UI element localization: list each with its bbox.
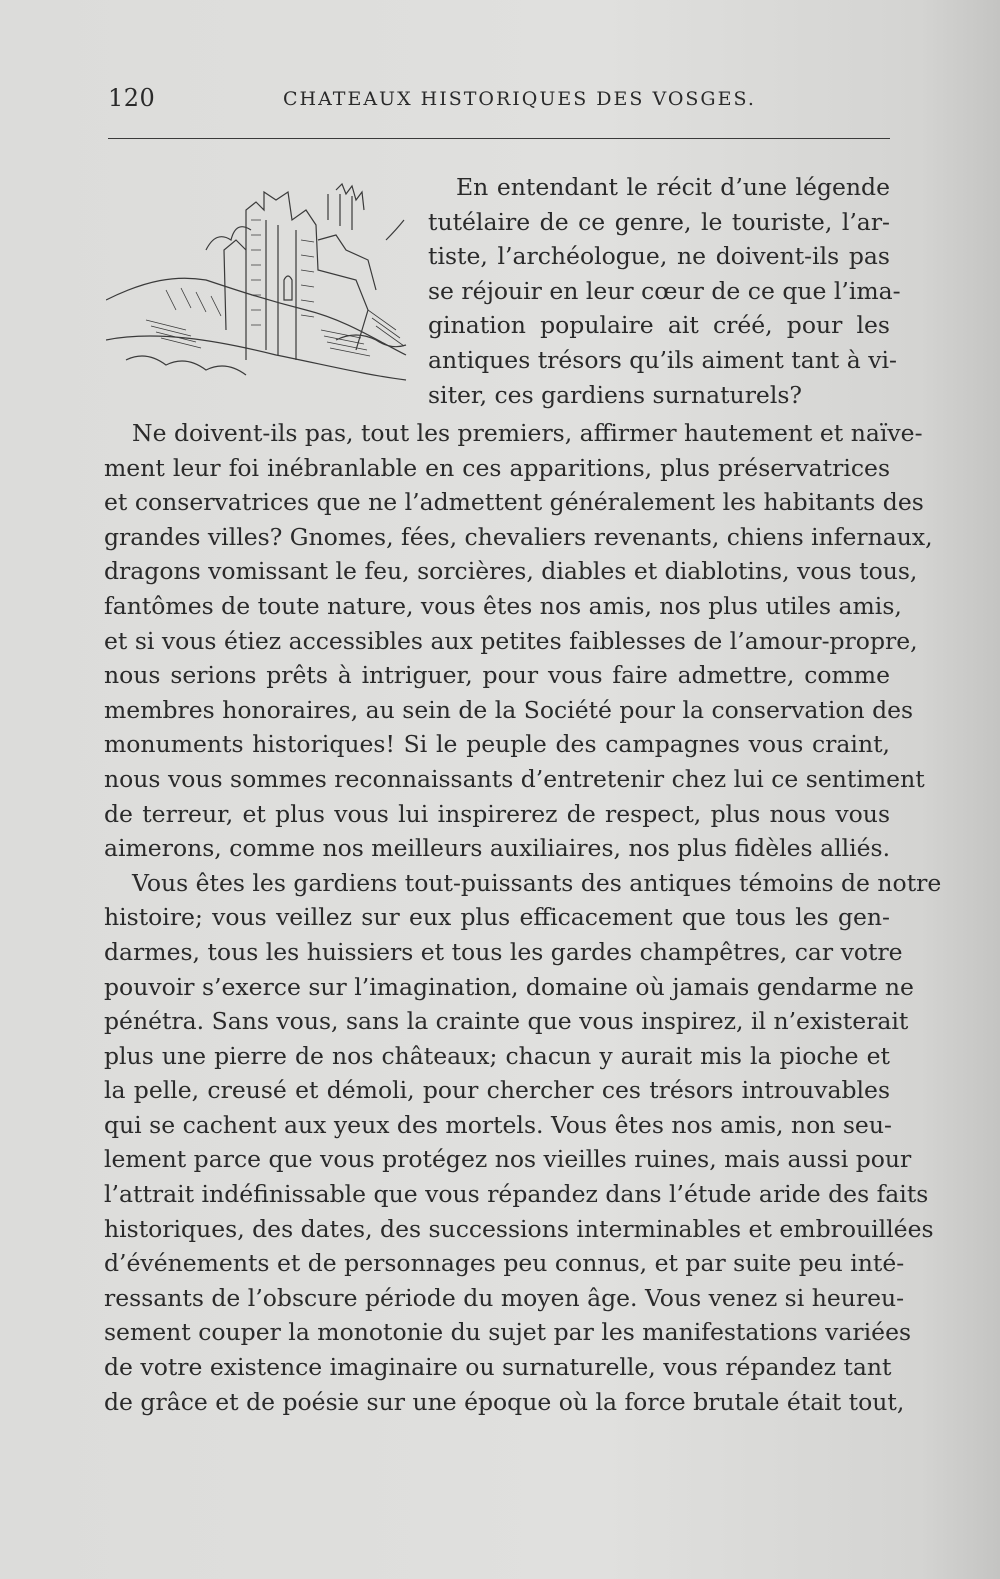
text-line: de grâce et de poésie sur une époque où la force brutale était tout,: [104, 1387, 905, 1416]
text-line: d’événements et de personnages peu connus, et par suite peu inté-: [104, 1249, 905, 1278]
text-line: ressants de l’obscure période du moyen âge. Vous venez si heureu-: [104, 1283, 905, 1312]
text-line: lement parce que vous protégez nos vieilles ruines, mais aussi pour: [104, 1145, 912, 1174]
text-line: de terreur, et plus vous lui inspirerez de respect, plus nous vous: [104, 799, 890, 828]
text-line: histoire; vous veillez sur eux plus efficacement que tous les gen-: [104, 903, 890, 932]
text-line: tiste, l’archéologue, ne doivent-ils pas: [428, 242, 890, 271]
text-line: pouvoir s’exerce sur l’imagination, domaine où jamais gendarme ne: [104, 972, 914, 1001]
text-line: plus une pierre de nos châteaux; chacun y aurait mis la pioche et: [104, 1041, 890, 1070]
text-line: gination populaire ait créé, pour les: [428, 311, 890, 340]
text-line: darmes, tous les huissiers et tous les gardes champêtres, car votre: [104, 937, 903, 966]
text-line: Vous êtes les gardiens tout-puissants des antiques témoins de notre: [132, 868, 942, 897]
text-line: Ne doivent-ils pas, tout les premiers, affirmer hautement et naïve-: [132, 419, 923, 447]
text-line: nous serions prêts à intriguer, pour vous faire admettre, comme: [104, 661, 890, 690]
page-number: 120: [108, 84, 156, 112]
text-line: antiques trésors qu’ils aiment tant à vi-: [428, 345, 897, 374]
intro-paragraph: [428, 170, 901, 412]
text-line: monuments historiques! Si le peuple des campagnes vous craint,: [104, 730, 890, 759]
text-line: siter, ces gardiens surnaturels?: [428, 380, 803, 409]
text-line: pénétra. Sans vous, sans la crainte que vous inspirez, il n’existerait: [104, 1007, 909, 1036]
text-line: ment leur foi inébranlable en ces apparitions, plus préservatrices: [104, 453, 890, 482]
text-line: historiques, des dates, des successions interminables et embrouillées: [104, 1214, 934, 1243]
text-line: aimerons, comme nos meilleurs auxiliaires, nos plus fidèles alliés.: [104, 834, 891, 863]
page-header: [108, 84, 890, 124]
header-rule: [108, 138, 890, 139]
text-line: se réjouir en leur cœur de ce que l’ima-: [428, 276, 901, 305]
text-line: la pelle, creusé et démoli, pour chercher ces trésors introuvables: [104, 1076, 890, 1105]
text-line: En entendant le récit d’une légende: [456, 173, 890, 201]
text-line: membres honoraires, au sein de la Société pour la conservation des: [104, 695, 914, 724]
text-line: nous vous sommes reconnaissants d’entretenir chez lui ce sentiment: [104, 764, 925, 793]
text-line: fantômes de toute nature, vous êtes nos amis, nos plus utiles amis,: [104, 591, 902, 620]
text-line: qui se cachent aux yeux des mortels. Vous êtes nos amis, non seu-: [104, 1110, 892, 1139]
text-line: l’attrait indéfinissable que vous répandez dans l’étude aride des faits: [104, 1180, 929, 1209]
text-line: tutélaire de ce genre, le touriste, l’ar-: [428, 207, 890, 236]
running-title: CHATEAUX HISTORIQUES DES VOSGES.: [283, 88, 756, 110]
castle-ruin-engraving-icon: [106, 180, 408, 390]
text-line: de votre existence imaginaire ou surnaturelle, vous répandez tant: [104, 1353, 892, 1382]
text-line: et si vous étiez accessibles aux petites faiblesses de l’amour-propre,: [104, 626, 918, 655]
text-line: sement couper la monotonie du sujet par les manifestations variées: [104, 1318, 912, 1347]
body-text: [104, 416, 942, 1419]
text-line: grandes villes? Gnomes, fées, chevaliers revenants, chiens infernaux,: [104, 522, 933, 551]
text-line: dragons vomissant le feu, sorcières, diables et diablotins, vous tous,: [104, 557, 918, 586]
text-line: et conservatrices que ne l’admettent généralement les habitants des: [104, 488, 924, 517]
